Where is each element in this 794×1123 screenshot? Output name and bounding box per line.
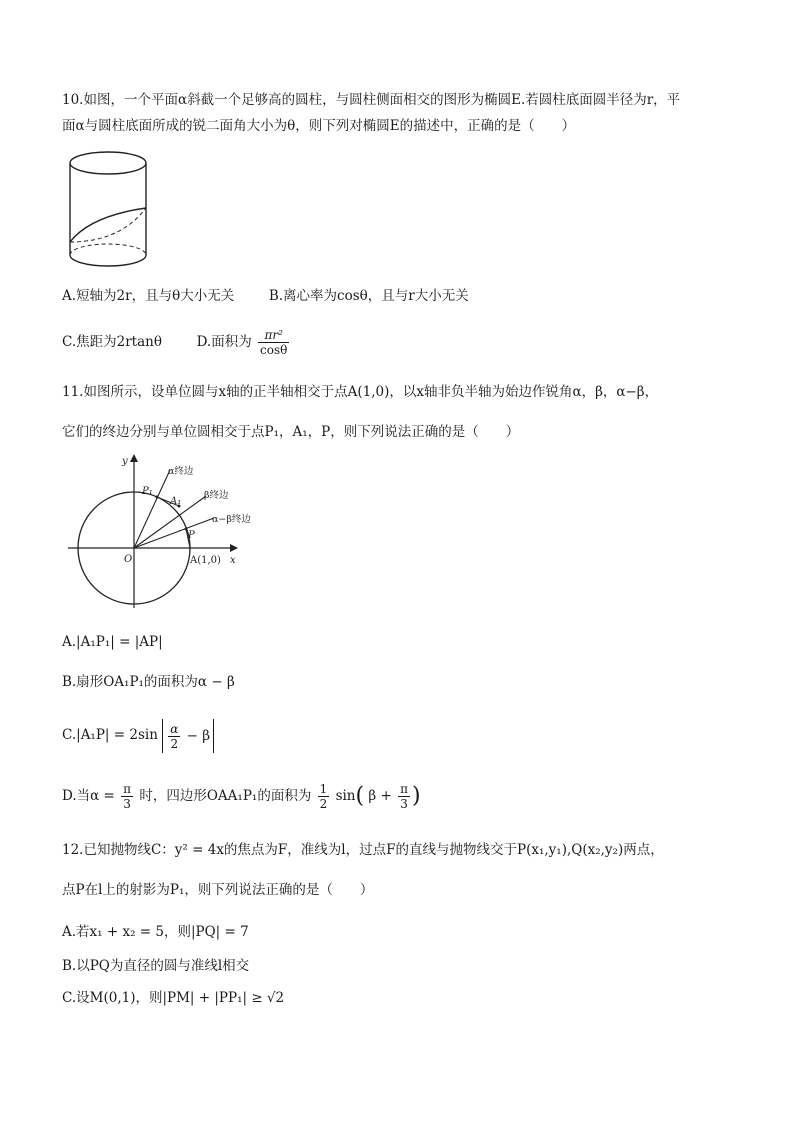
- q11-stem-line1: 11.如图所示，设单位圆与x轴的正半轴相交于点A(1,0)，以x轴非负半轴为始边作锐角α，β，α−β，: [62, 384, 659, 400]
- fig-a-label: A(1,0): [190, 555, 221, 566]
- q10-stem-line1: 10.如图，一个平面α斜截一个足够高的圆柱，与圆柱侧面相交的图形为椭圆E.若圆柱底面圆半径为r，平: [62, 92, 681, 108]
- q12-stem-line2: 点P在l上的射影为P₁，则下列说法正确的是（ ）: [62, 882, 374, 898]
- fig-alpha-minus-beta-label: α−β终边: [212, 514, 251, 525]
- q11-option-d: D.当α = $\frac{\pi}{3}$ 时，四边形OAA₁P₁的面积为 $\frac{1}{2}$ sin( β + $\frac{\pi}{3}$ ): [62, 782, 421, 811]
- q12-stem-line1: 12.已知抛物线C：y² = 4x的焦点为F，准线为l，过点F的直线与抛物线交于P(x₁,y₁),Q(x₂,y₂)两点，: [62, 842, 664, 858]
- q11-option-a: A.|A₁P₁| = |AP|: [62, 634, 163, 650]
- q11-option-c: C.|A₁P| = 2sin $\frac{\alpha}{2}$ − β: [62, 718, 214, 753]
- q10-option-d-fraction: $\frac{\text{πr²}}{\cos\theta}$: [260, 328, 288, 357]
- fig-x-label: x: [230, 555, 236, 566]
- fig-a1-label: A₁: [170, 496, 182, 507]
- q10-option-b: B.离心率为cosθ，且与r大小无关: [268, 288, 469, 304]
- q10-stem-line2: 面α与圆柱底面所成的锐二面角大小为θ，则下列对椭圆E的描述中，正确的是（ ）: [62, 118, 576, 134]
- fig-alpha-label: α终边: [168, 466, 194, 477]
- fig-y-label: y: [122, 456, 128, 467]
- q12-option-a: A.若x₁ + x₂ = 5，则|PQ| = 7: [62, 924, 249, 940]
- q11-option-c-abs: $\frac{\alpha}{2}$ − β: [162, 719, 214, 753]
- q11-stem-line2: 它们的终边分别与单位圆相交于点P₁，A₁，P，则下列说法正确的是（ ）: [62, 424, 520, 440]
- q11-option-b: B.扇形OA₁P₁的面积为α − β: [62, 674, 235, 690]
- q10-option-a: A.短轴为2r，且与θ大小无关: [62, 288, 235, 304]
- fig-beta-label: β终边: [204, 490, 229, 501]
- q12-option-b: B.以PQ为直径的圆与准线l相交: [62, 958, 250, 974]
- q10-option-d: D.面积为: [196, 334, 252, 350]
- cylinder-figure: [60, 146, 160, 274]
- unit-circle-figure: [62, 452, 252, 614]
- fig-origin-label: O: [124, 554, 133, 565]
- fig-p1-label: P₁: [142, 486, 153, 497]
- q12-option-c: C.设M(0,1)，则|PM| + |PP₁| ≥ √2: [62, 990, 285, 1006]
- q10-option-c: C.焦距为2rtanθ: [62, 334, 162, 350]
- fig-p-label: P: [188, 530, 195, 541]
